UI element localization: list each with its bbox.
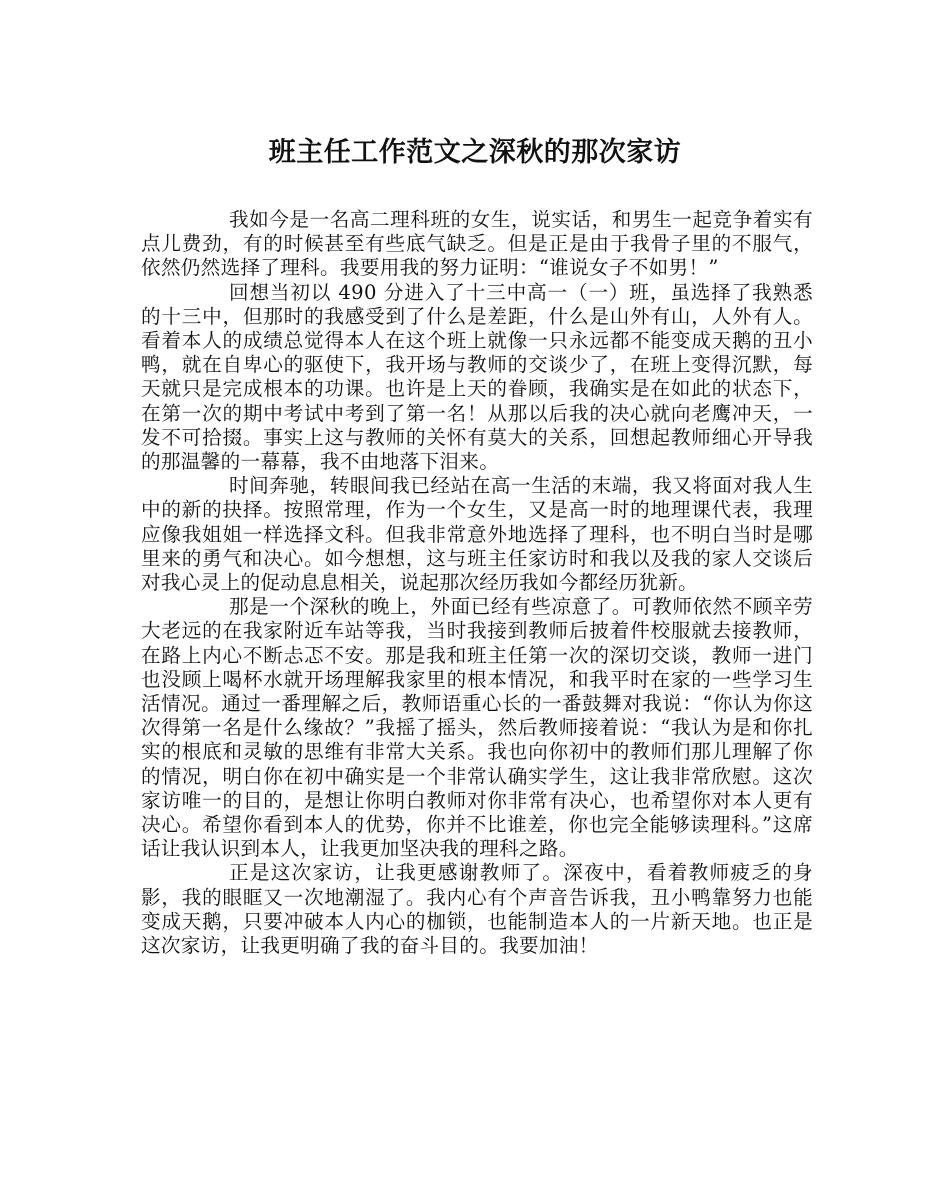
paragraph-5: 正是这次家访，让我更感谢教师了。深夜中，看着教师疲乏的身影，我的眼眶又一次地潮湿了。我内心有个声音告诉我，丑小鸭靠努力也能变成天鹅，只要冲破本人内心的枷锁，也能制造本人的一片新天地。也正是这次家访，让我更明确了我的奋斗目的。我要加油！ <box>141 861 813 958</box>
page-title: 班主任工作范文之深秋的那次家访 <box>268 137 682 168</box>
paragraph-4: 那是一个深秋的晚上，外面已经有些凉意了。可教师依然不顾辛劳大老远的在我家附近车站等我，当时我接到教师后披着件校服就去接教师，在路上内心不断忐忑不安。那是我和班主任第一次的深切交谈，教师一进门也没顾上喝杯水就开场理解我家里的根本情况，和我平时在家的一些学习生活情况。通过一番理解之后，教师语重心长的一番鼓舞对我说：“你认为你这次得第一名是什么缘故？”我摇了摇头，然后教师接着说：“我认为是和你扎实的根底和灵敏的思维有非常大关系。我也向你初中的教师们那儿理解了你的情况，明白你在初中确实是一个非常认确实学生，这让我非常欣慰。这次家访唯一的目的，是想让你明白教师对你非常有决心，也希望你对本人更有决心。希望你看到本人的优势，你并不比谁差，你也完全能够读理科。”这席话让我认识到本人，让我更加坚决我的理科之路。 <box>141 595 813 861</box>
paragraph-3: 时间奔驰，转眼间我已经站在高一生活的末端，我又将面对我人生中的新的抉择。按照常理，作为一个女生，又是高一时的地理课代表，我理应像我姐姐一样选择文科。但我非常意外地选择了理科，也不明白当时是哪里来的勇气和决心。如今想想，这与班主任家访时和我以及我的家人交谈后对我心灵上的促动息息相关，说起那次经历我如今都经历犹新。 <box>141 474 813 595</box>
document-body <box>141 208 813 958</box>
paragraph-2: 回想当初以 490 分进入了十三中高一（一）班，虽选择了我熟悉的十三中，但那时的我感受到了什么是差距，什么是山外有山，人外有人。看着本人的成绩总觉得本人在这个班上就像一只永远都不能变成天鹅的丑小鸭，就在自卑心的驱使下，我开场与教师的交谈少了，在班上变得沉默，每天就只是完成根本的功课。也许是上天的眷顾，我确实是在如此的状态下，在第一次的期中考试中考到了第一名！从那以后我的决心就向老鹰冲天，一发不可拾掇。事实上这与教师的关怀有莫大的关系，回想起教师细心开导我的那温馨的一幕幕，我不由地落下泪来。 <box>141 280 813 474</box>
paragraph-1: 我如今是一名高二理科班的女生，说实话，和男生一起竞争着实有点儿费劲，有的时候甚至有些底气缺乏。但是正是由于我骨子里的不服气，依然仍然选择了理科。我要用我的努力证明：“谁说女子不如男！” <box>141 208 813 280</box>
